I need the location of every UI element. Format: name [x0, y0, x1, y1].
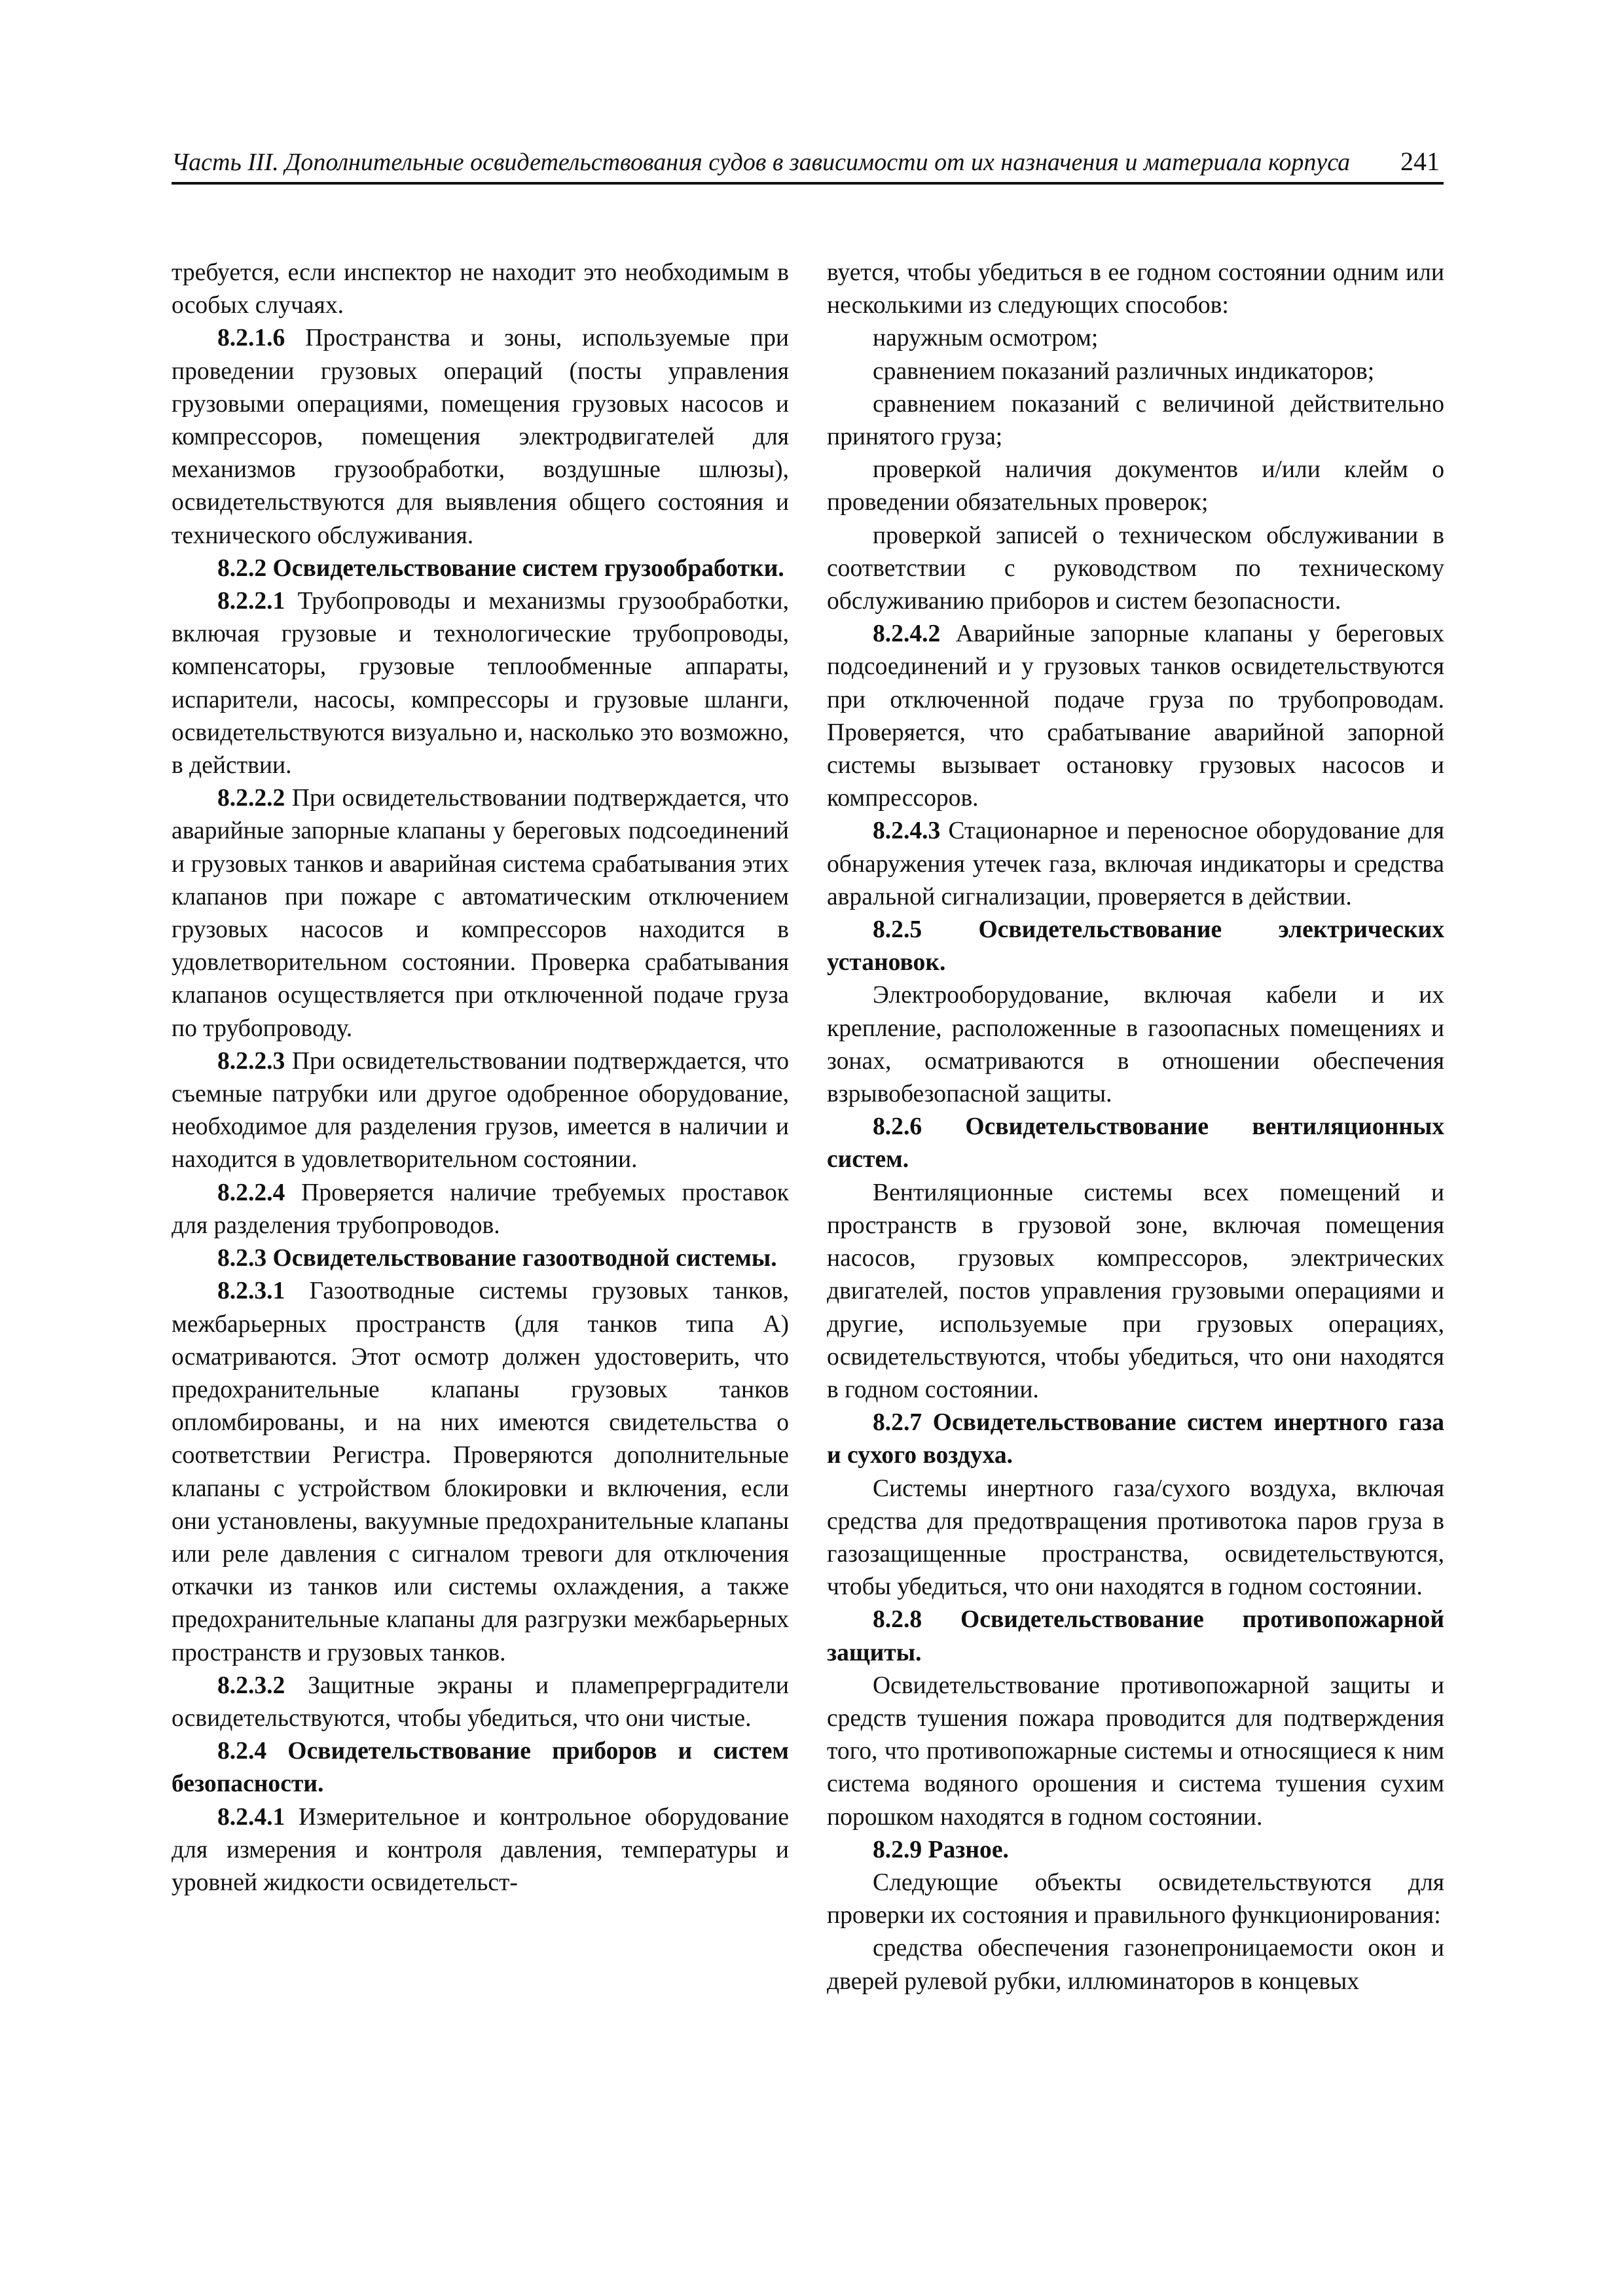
paragraph — [172, 1801, 789, 1900]
paragraph — [827, 1177, 1444, 1407]
paragraph — [172, 1177, 789, 1242]
paragraph-text: Пространства и зоны, используемые при проведении грузовых операций (посты управления грузовыми операциями, помещения грузовых насосов и компрессоров, помещения электродвигателей для механизмов грузообработки, воздушные шлюзы), освидетельствуются для выявления общего состояния и технического обслуживания. — [172, 325, 789, 549]
paragraph-text: Трубопроводы и механизмы грузообработки, включая грузовые и технологические трубопроводы, компенсаторы, грузовые теплообменные аппараты, испарители, насосы, компрессоры и грузовые шланги, освидетельствуются визуально и, насколько это возможно, в действии. — [172, 588, 789, 780]
section-heading: 8.2.8 Освидетельствование противопожарной защиты. — [827, 1606, 1444, 1666]
paragraph-text: Электрооборудование, включая кабели и их крепление, расположенные в газоопасных помещениях и зонах, осматриваются в отношении обеспечения взрывобезопасной защиты. — [827, 982, 1444, 1108]
section-heading: 8.2.2 Освидетельствование систем грузообработки. — [217, 554, 784, 582]
paragraph-text: средства обеспечения газонепроницаемости окон и дверей рулевой рубки, иллюминаторов в концевых — [827, 1935, 1444, 1995]
clause-number: 8.2.2.1 — [217, 588, 285, 615]
clause-number: 8.2.3.2 — [217, 1672, 285, 1699]
paragraph — [827, 1932, 1444, 1998]
section-heading: 8.2.7 Освидетельствование систем инертного газа и сухого воздуха. — [827, 1409, 1444, 1469]
paragraph — [172, 585, 789, 782]
running-header — [172, 145, 1444, 185]
paragraph — [172, 322, 789, 552]
paragraph — [827, 454, 1444, 519]
clause-number: 8.2.2.4 — [217, 1179, 285, 1206]
clause-number: 8.2.4.1 — [217, 1803, 285, 1831]
clause-number: 8.2.3.1 — [217, 1278, 285, 1305]
clause-number: 8.2.2.3 — [217, 1047, 285, 1075]
paragraph-text: Следующие объекты освидетельствуются для проверки их состояния и правильного функционирования: — [827, 1869, 1444, 1929]
paragraph — [172, 1045, 789, 1177]
clause-number: 8.2.4.3 — [873, 817, 941, 845]
paragraph-text: Защитные экраны и пламепрерградители освидетельствуются, чтобы убедиться, что они чистые. — [172, 1672, 789, 1732]
paragraph — [827, 1867, 1444, 1932]
paragraph-text: Стационарное и переносное оборудование для обнаружения утечек газа, включая индикаторы и средства авральной сигнализации, проверяется в действии. — [827, 817, 1444, 910]
clause-number: 8.2.2.2 — [217, 785, 285, 812]
section-heading: 8.2.5 Освидетельствование электрических установок. — [827, 916, 1444, 977]
paragraph-text: Аварийные запорные клапаны у береговых подсоединений и у грузовых танков освидетельствуются при отключенной подаче груза по трубопроводам. Проверяется, что срабатывание аварийной запорной системы вызывает остановку грузовых насосов и компрессоров. — [827, 620, 1444, 812]
paragraph-text: проверкой записей о техническом обслуживании в соответствии с руководством по техническому обслуживанию приборов и систем безопасности. — [827, 522, 1444, 615]
paragraph — [827, 520, 1444, 619]
left-column — [172, 257, 789, 1899]
paragraph — [827, 257, 1444, 322]
section-heading: 8.2.3 Освидетельствование газоотводной системы. — [217, 1245, 777, 1272]
paragraph-text: сравнением показаний с величиной действительно принятого груза; — [827, 390, 1444, 451]
clause-number: 8.2.1.6 — [217, 325, 285, 352]
paragraph — [827, 355, 1444, 388]
section-heading: 8.2.9 Разное. — [873, 1836, 1009, 1863]
paragraph-text: вуется, чтобы убедиться в ее годном состоянии одним или несколькими из следующих способов: — [827, 259, 1444, 319]
paragraph — [172, 257, 789, 322]
header-title: Часть III. Дополнительные освидетельствования судов в зависимости от их назначения и материала корпуса — [172, 149, 1351, 176]
paragraph — [827, 1473, 1444, 1604]
paragraph — [827, 1670, 1444, 1834]
paragraph-text: проверкой наличия документов и/или клейм о проведении обязательных проверок; — [827, 456, 1444, 516]
clause-number: 8.2.4.2 — [873, 620, 941, 648]
paragraph-text: Системы инертного газа/сухого воздуха, включая средства для предотвращения противотока паров груза в газозащищенные пространства, освидетельствуются, чтобы убедиться, что они находятся в годном состоянии. — [827, 1475, 1444, 1601]
paragraph-text: При освидетельствовании подтверждается, что аварийные запорные клапаны у береговых подсоединений и грузовых танков и аварийная система срабатывания этих клапанов при пожаре с автоматическим отключением грузовых насосов и компрессоров находится в удовлетворительном состоянии. Проверка срабатывания клапанов осуществляется при отключенной подаче груза по трубопроводу. — [172, 785, 789, 1042]
paragraph — [827, 388, 1444, 454]
paragraph — [827, 815, 1444, 914]
paragraph-text: Освидетельствование противопожарной защиты и средств тушения пожара проводится для подтверждения того, что противопожарные системы и относящиеся к ним система водяного орошения и система тушения сухим порошком находятся в годном состоянии. — [827, 1672, 1444, 1831]
paragraph — [827, 979, 1444, 1111]
paragraph-text: наружным осмотром; — [873, 325, 1099, 352]
paragraph-text: требуется, если инспектор не находит это необходимым в особых случаях. — [172, 259, 789, 319]
paragraph-text: сравнением показаний различных индикаторов; — [873, 357, 1375, 385]
right-column — [827, 257, 1444, 1998]
paragraph — [172, 1275, 789, 1669]
paragraph-text: При освидетельствовании подтверждается, что съемные патрубки или другое одобренное оборудование, необходимое для разделения грузов, имеется в наличии и находится в удовлетворительном состоянии. — [172, 1047, 789, 1174]
paragraph — [827, 618, 1444, 815]
section-heading: 8.2.6 Освидетельствование вентиляционных систем. — [827, 1113, 1444, 1174]
section-heading: 8.2.4 Освидетельствование приборов и систем безопасности. — [172, 1738, 789, 1798]
paragraph — [827, 322, 1444, 355]
page-number: 241 — [1400, 147, 1440, 176]
paragraph — [172, 1670, 789, 1735]
paragraph-text: Измерительное и контрольное оборудование для измерения и контроля давления, температуры и уровней жидкости освидетельст- — [172, 1803, 789, 1896]
paragraph-text: Вентиляционные системы всех помещений и пространств в грузовой зоне, включая помещения насосов, грузовых компрессоров, электрических двигателей, постов управления грузовыми операциями и другие, используемые при грузовых операциях, освидетельствуются, чтобы убедиться, что они находятся в годном состоянии. — [827, 1179, 1444, 1403]
paragraph — [172, 782, 789, 1045]
paragraph-text: Газоотводные системы грузовых танков, межбарьерных пространств (для танков типа A) осматриваются. Этот осмотр должен удостоверить, что предохранительные клапаны грузовых танков опломбированы, и на них имеются свидетельства о соответствии Регистра. Проверяются дополнительные клапаны с устройством блокировки и включения, если они установлены, вакуумные предохранительные клапаны или реле давления с сигналом тревоги для отключения откачки из танков или системы охлаждения, а также предохранительные клапаны для разгрузки межбарьерных пространств и грузовых танков. — [172, 1278, 789, 1666]
paragraph-text: Проверяется наличие требуемых проставок для разделения трубопроводов. — [172, 1179, 789, 1239]
